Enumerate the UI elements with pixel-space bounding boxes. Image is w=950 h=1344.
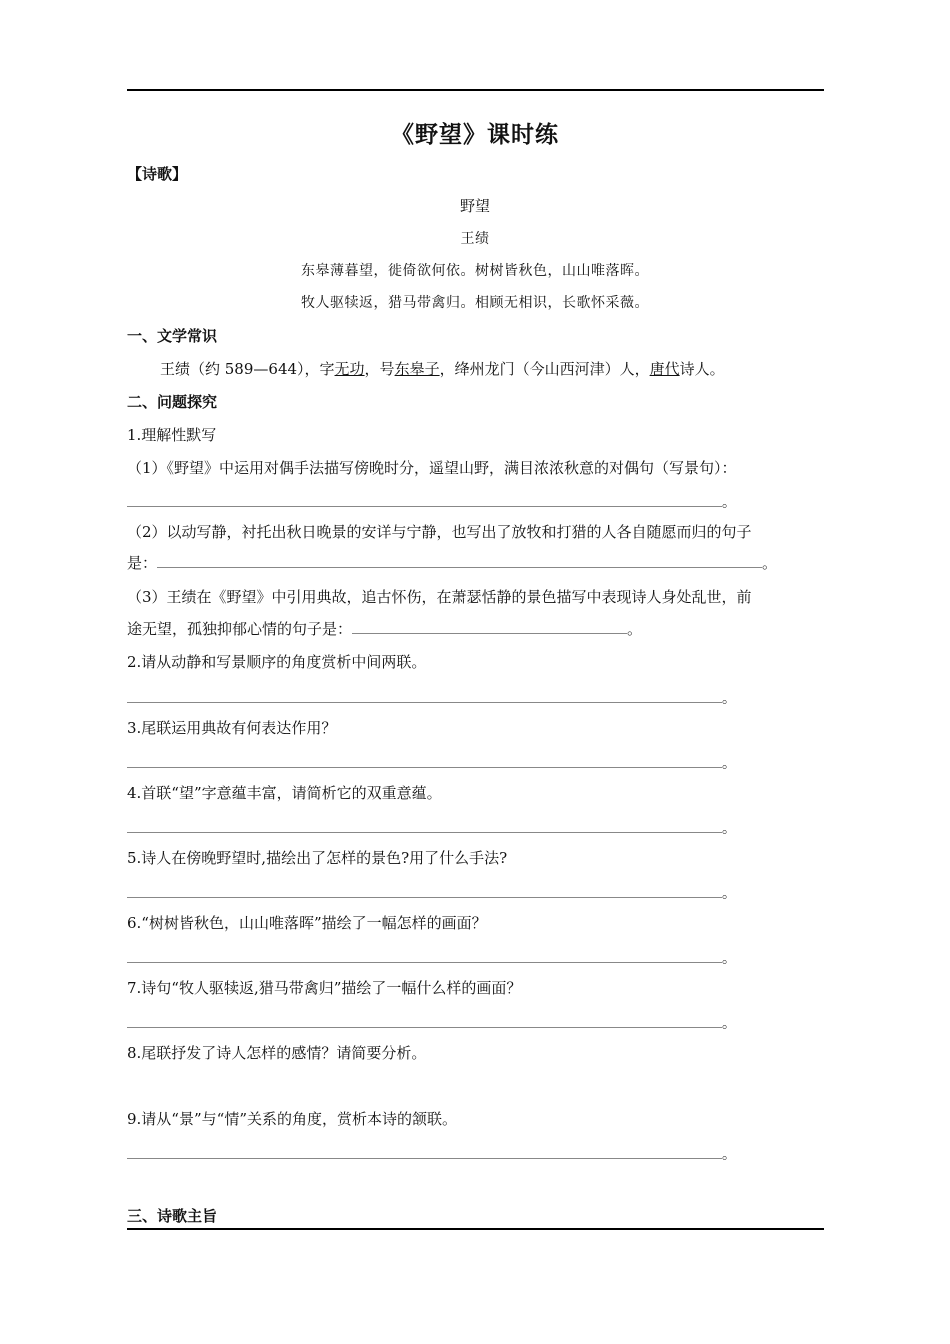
poem-line-2: 牧人驱犊返，猎马带禽归。相顾无相识，长歌怀采薇。: [301, 295, 649, 311]
q5-answer[interactable]: 。: [127, 883, 736, 903]
q9-text: 9.请从“景”与“情”关系的角度，赏析本诗的颔联。: [127, 1110, 457, 1128]
q1-2-answer-line: 是： 。: [127, 554, 778, 572]
section-questions-heading: 二、问题探究: [127, 393, 218, 411]
q6-answer[interactable]: 。: [127, 948, 736, 968]
q9-answer[interactable]: 。: [127, 1144, 736, 1164]
section-poem-label: 【诗歌】: [127, 165, 188, 183]
q1-2-text: （2）以动写静，衬托出秋日晚景的安详与宁静，也写出了放牧和打猎的人各自随愿而归的句子: [127, 523, 752, 541]
section-theme-heading: 三、诗歌主旨: [127, 1207, 218, 1225]
q3-answer[interactable]: 。: [127, 753, 736, 773]
q7-text: 7.诗句“牧人驱犊返,猎马带禽归”描绘了一幅什么样的画面？: [127, 979, 522, 997]
q1-3-text: （3）王绩在《野望》中引用典故，追古怀伤，在萧瑟恬静的景色描写中表现诗人身处乱世，前: [127, 588, 752, 606]
footer-rule: [127, 1228, 824, 1230]
poem-line-1: 东皋薄暮望，徙倚欲何依。树树皆秋色，山山唯落晖。: [301, 263, 649, 279]
poem-author: 王绩: [460, 231, 490, 247]
q8-text: 8.尾联抒发了诗人怎样的感情？请简要分析。: [127, 1044, 427, 1062]
q2-text: 2.请从动静和写景顺序的角度赏析中间两联。: [127, 653, 427, 671]
q2-answer[interactable]: 。: [127, 688, 736, 708]
page-title: 《野望》课时练: [391, 122, 559, 148]
q6-text: 6.“树树皆秋色，山山唯落晖”描绘了一幅怎样的画面？: [127, 914, 487, 932]
q1-3-answer-line: 途无望，孤独抑郁心情的句子是： 。: [127, 620, 643, 638]
q7-answer[interactable]: 。: [127, 1013, 736, 1033]
q1-2-answer[interactable]: [157, 555, 762, 568]
q1-1-text: （1）《野望》中运用对偶手法描写傍晚时分，遥望山野，满目浓浓秋意的对偶句（写景句）：: [127, 459, 737, 477]
q4-answer[interactable]: 。: [127, 818, 736, 838]
literary-paragraph: 王绩（约 589—644），字无功，号东皋子，绛州龙门（今山西河津）人，唐代诗人。: [160, 360, 725, 378]
poem-title: 野望: [459, 197, 490, 215]
q5-text: 5.诗人在傍晚野望时,描绘出了怎样的景色?用了什么手法?: [127, 849, 508, 867]
q4-text: 4.首联“望”字意蕴丰富，请简析它的双重意蕴。: [127, 784, 442, 802]
dynasty: 唐代: [649, 360, 680, 378]
q1-title: 1.理解性默写: [127, 426, 217, 444]
q1-3-answer[interactable]: [352, 621, 627, 634]
q3-text: 3.尾联运用典故有何表达作用？: [127, 719, 337, 737]
courtesy-name: 无功: [334, 360, 365, 378]
pen-name: 东皋子: [394, 360, 440, 378]
section-literary-heading: 一、文学常识: [127, 327, 218, 345]
q1-1-answer[interactable]: 。: [127, 492, 736, 512]
header-rule: [127, 89, 824, 91]
